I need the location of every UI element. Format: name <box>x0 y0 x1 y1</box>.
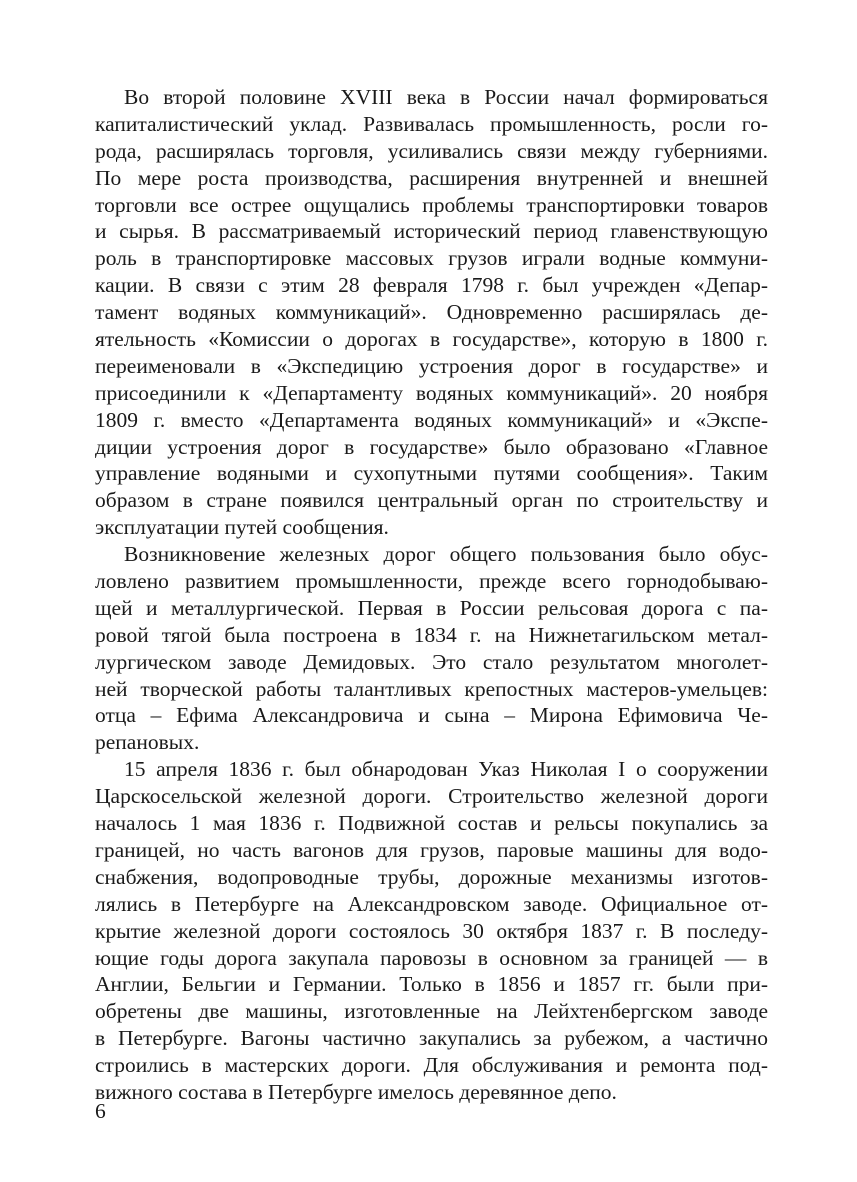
text-line: снабжения, водопроводные трубы, дорожные механизмы изготов- <box>95 864 768 889</box>
text-line: репановых. <box>95 730 200 755</box>
text-line: эксплуатации путей сообщения. <box>95 515 389 540</box>
text-line: образом в стране появился центральный орган по строительству и <box>95 488 768 513</box>
text-line: Англии, Бельгии и Германии. Только в 1856 и 1857 гг. были при- <box>95 972 768 997</box>
text-line: управление водяными и сухопутными путями сообщения». Таким <box>95 461 768 486</box>
text-line: в Петербурге. Вагоны частично закупались за рубежом, а частично <box>95 1026 768 1051</box>
text-line: границей, но часть вагонов для грузов, паровые машины для водо- <box>95 837 768 862</box>
text-line: Царскосельской железной дороги. Строительство железной дороги <box>95 784 768 809</box>
page-body <box>95 84 768 1106</box>
text-line: лялись в Петербурге на Александровском заводе. Официальное от- <box>95 891 768 916</box>
text-line: вижного состава в Петербурге имелось деревянное депо. <box>95 1079 617 1104</box>
text-line: лургическом заводе Демидовых. Это стало результатом многолет- <box>95 649 768 674</box>
text-line: строились в мастерских дороги. Для обслуживания и ремонта под- <box>95 1053 768 1078</box>
text-line: щей и металлургической. Первая в России рельсовая дорога с па- <box>95 595 768 620</box>
text-line: Во второй половине XVIII века в России начал формироваться <box>124 85 768 109</box>
text-line: рода, расширялась торговля, усиливались связи между губерниями. <box>95 138 768 163</box>
text-line: отца – Ефима Александровича и сына – Мирона Ефимовича Че- <box>95 703 768 728</box>
text-line: ющие годы дорога закупала паровозы в основном за границей — в <box>95 945 768 970</box>
paragraph-3 <box>95 756 768 1106</box>
text-line: ятельность «Комиссии о дорогах в государстве», которую в 1800 г. <box>95 327 768 352</box>
text-line: кации. В связи с этим 28 февраля 1798 г. был учрежден «Депар- <box>95 273 768 298</box>
page-number: 6 <box>95 1099 106 1123</box>
text-line: крытие железной дороги состоялось 30 октября 1837 г. В последу- <box>95 918 768 943</box>
text-line: тамент водяных коммуникаций». Одновременно расширялась де- <box>95 300 768 325</box>
text-line: обретены две машины, изготовленные на Лейхтенбергском заводе <box>95 999 768 1024</box>
text-line: ровой тягой была построена в 1834 г. на Нижнетагильском метал- <box>95 622 768 647</box>
text-line: Возникновение железных дорог общего пользования было обус- <box>124 542 768 567</box>
text-line: ловлено развитием промышленности, прежде всего горнодобываю- <box>95 569 768 594</box>
text-line: диции устроения дорог в государстве» было образовано «Главное <box>95 434 768 459</box>
paragraph-2 <box>95 541 768 756</box>
text-line: присоединили к «Департаменту водяных коммуникаций». 20 ноября <box>95 380 768 405</box>
text-line: По мере роста производства, расширения внутренней и внешней <box>95 165 768 190</box>
text-line: переименовали в «Экспедицию устроения дорог в государстве» и <box>95 353 768 378</box>
text-line: капиталистический уклад. Развивалась промышленность, росли го- <box>95 111 768 136</box>
text-line: началось 1 мая 1836 г. Подвижной состав и рельсы покупались за <box>95 811 768 836</box>
text-line: и сырья. В рассматриваемый исторический период главенствующую <box>95 219 768 244</box>
text-line: 15 апреля 1836 г. был обнародован Указ Николая I о сооружении <box>124 757 768 782</box>
paragraph-1 <box>95 84 768 541</box>
text-line: ней творческой работы талантливых крепостных мастеров-умельцев: <box>95 676 768 701</box>
text-line: роль в транспортировке массовых грузов играли водные коммуни- <box>95 246 768 271</box>
text-line: торговли все острее ощущались проблемы транспортировки товаров <box>95 192 768 217</box>
text-line: 1809 г. вместо «Департамента водяных коммуникаций» и «Экспе- <box>95 407 768 432</box>
